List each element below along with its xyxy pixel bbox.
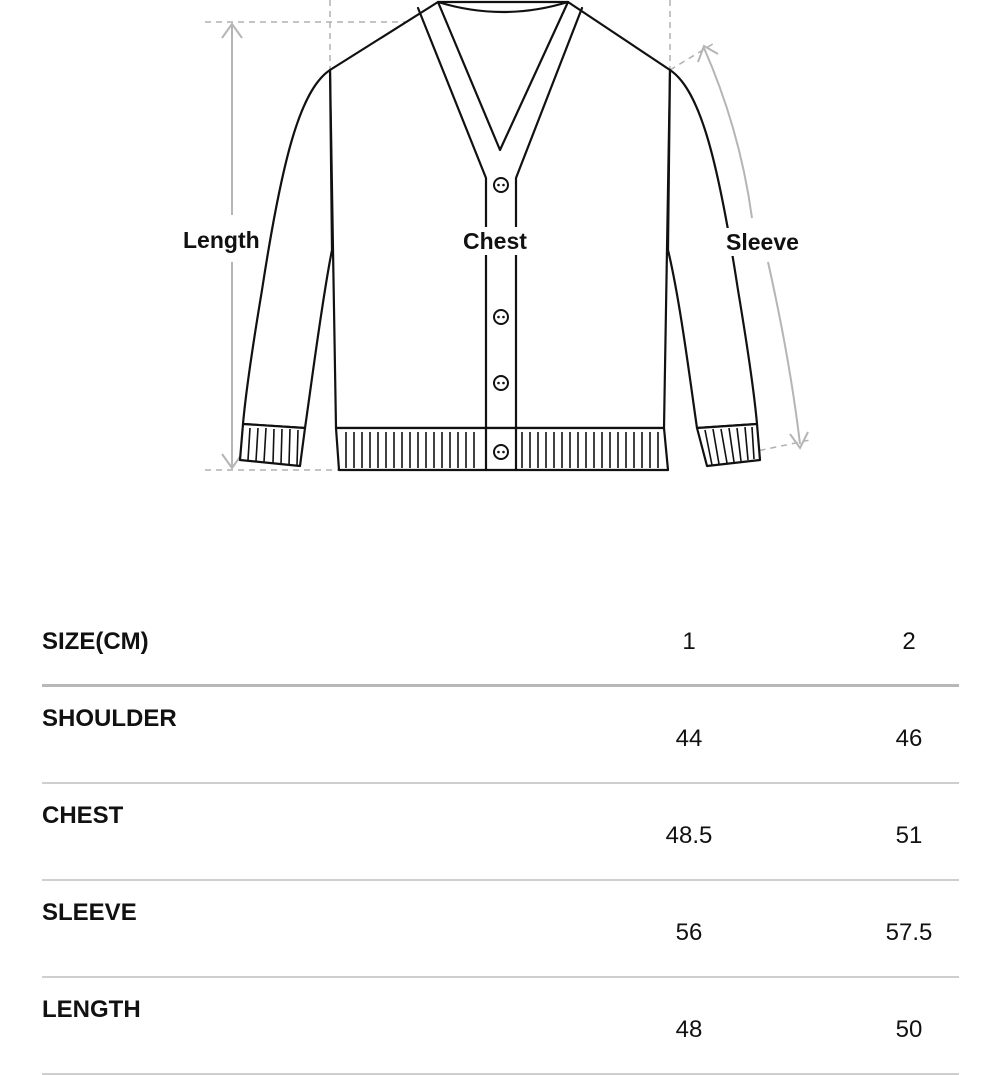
size-header-2: 2 xyxy=(859,600,959,686)
size-table xyxy=(42,600,959,1075)
row-label: SHOULDER xyxy=(42,686,519,784)
row-value-size-1: 56 xyxy=(639,880,739,977)
size-header-1: 1 xyxy=(639,600,739,686)
row-value-size-2: 50 xyxy=(859,977,959,1074)
button-3 xyxy=(494,376,508,390)
button-4 xyxy=(494,445,508,459)
row-value-size-1: 44 xyxy=(639,686,739,784)
table-row-length xyxy=(42,977,959,1074)
row-value-size-1: 48.5 xyxy=(639,783,739,880)
table-row-shoulder xyxy=(42,686,959,784)
button-1 xyxy=(494,178,508,192)
row-label: CHEST xyxy=(42,783,519,880)
length-label: Length xyxy=(183,227,260,253)
row-label: SLEEVE xyxy=(42,880,519,977)
row-label: LENGTH xyxy=(42,977,519,1074)
sleeve-label: Sleeve xyxy=(726,229,799,255)
table-header-row xyxy=(42,600,959,686)
size-header-label: SIZE(CM) xyxy=(42,600,519,686)
row-value-size-1: 48 xyxy=(639,977,739,1074)
row-value-size-2: 51 xyxy=(859,783,959,880)
button-2 xyxy=(494,310,508,324)
chest-label: Chest xyxy=(463,228,527,254)
row-value-size-2: 57.5 xyxy=(859,880,959,977)
row-value-size-2: 46 xyxy=(859,686,959,784)
table-row-sleeve xyxy=(42,880,959,977)
table-row-chest xyxy=(42,783,959,880)
